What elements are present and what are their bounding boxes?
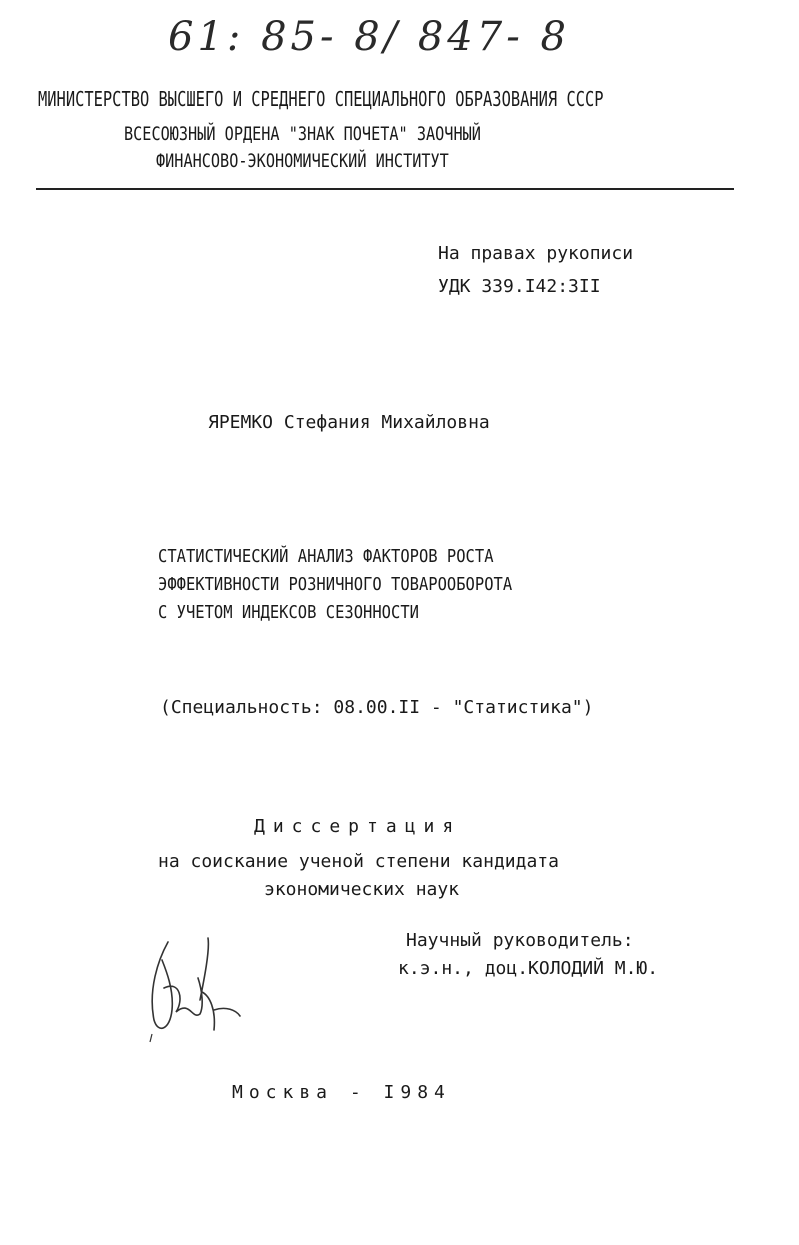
udk-code: УДК 339.I42:3II <box>438 276 601 297</box>
degree-line-2: экономических наук <box>264 879 460 900</box>
thesis-title-line-2: ЭФФЕКТИВНОСТИ РОЗНИЧНОГО ТОВАРООБОРОТА <box>158 574 513 595</box>
thesis-title-line-3: С УЧЕТОМ ИНДЕКСОВ СЕЗОННОСТИ <box>158 602 419 623</box>
manuscript-rights: На правах рукописи <box>438 243 634 264</box>
handwritten-archive-number: 61: 85- 8/ 847- 8 <box>168 14 570 60</box>
ministry-heading: МИНИСТЕРСТВО ВЫСШЕГО И СРЕДНЕГО СПЕЦИАЛЬНОГО ОБРАЗОВАНИЯ СССР <box>38 87 604 111</box>
header-divider <box>36 188 734 190</box>
specialty: (Специальность: 08.00.II - "Статистика") <box>160 697 594 718</box>
document-type: Диссертация <box>254 816 462 837</box>
institute-line-1: ВСЕСОЮЗНЫЙ ОРДЕНА "ЗНАК ПОЧЕТА" ЗАОЧНЫЙ <box>124 123 481 145</box>
institute-line-2: ФИНАНСОВО-ЭКОНОМИЧЕСКИЙ ИНСТИТУТ <box>156 150 449 172</box>
signature-icon <box>140 930 250 1050</box>
city-year: Москва - I984 <box>232 1082 451 1103</box>
author-name: ЯРЕМКО Стефания Михайловна <box>208 412 490 433</box>
supervisor-name: к.э.н., доц.КОЛОДИЙ М.Ю. <box>398 958 659 979</box>
thesis-title-line-1: СТАТИСТИЧЕСКИЙ АНАЛИЗ ФАКТОРОВ РОСТА <box>158 546 494 567</box>
supervisor-label: Научный руководитель: <box>406 930 634 951</box>
degree-line-1: на соискание ученой степени кандидата <box>158 851 559 872</box>
